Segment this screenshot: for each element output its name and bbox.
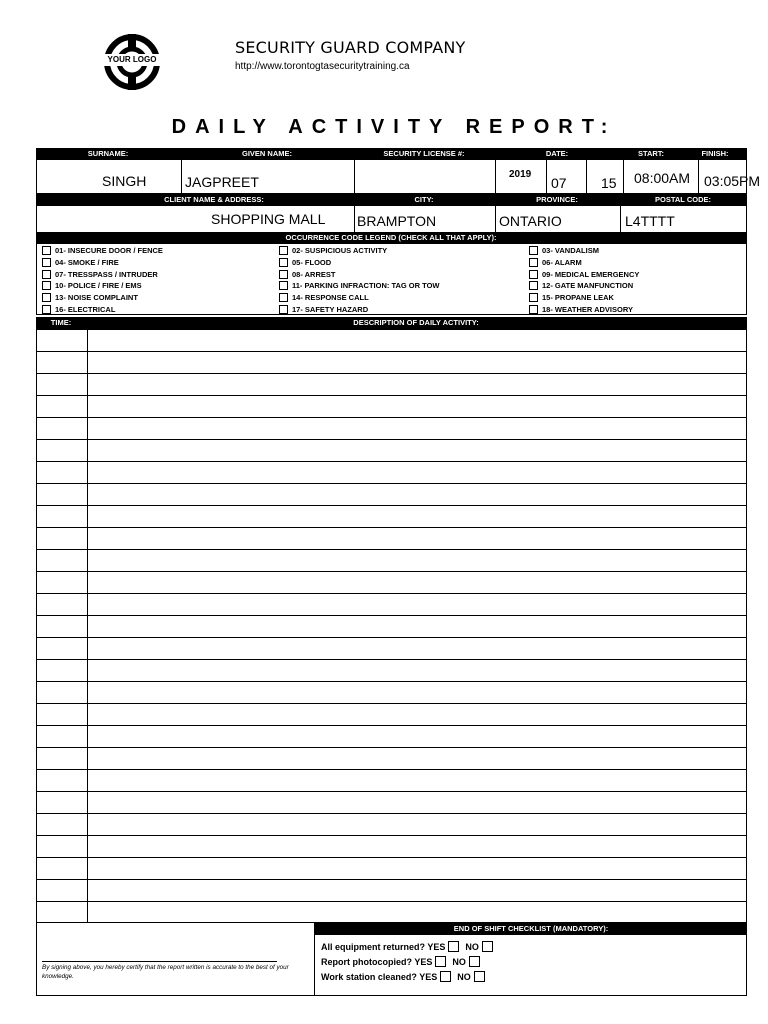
date-month-field[interactable]: 07 xyxy=(551,175,567,191)
activity-time-cell[interactable] xyxy=(37,440,88,461)
signature-and-checklist xyxy=(36,923,747,996)
client-name-field[interactable]: SHOPPING MALL xyxy=(211,211,326,227)
occurrence-code-item[interactable] xyxy=(42,245,163,256)
checklist-no-checkbox[interactable] xyxy=(469,956,480,967)
activity-row[interactable] xyxy=(37,835,746,857)
occurrence-checkbox[interactable] xyxy=(529,258,538,267)
activity-row[interactable] xyxy=(37,615,746,637)
label-client: CLIENT NAME & ADDRESS: xyxy=(164,195,264,204)
occurrence-checkbox[interactable] xyxy=(42,258,51,267)
occurrence-code-item[interactable] xyxy=(529,292,614,303)
activity-time-cell[interactable] xyxy=(37,396,88,417)
activity-time-cell[interactable] xyxy=(37,660,88,681)
date-day-field[interactable]: 15 xyxy=(601,175,617,191)
postal-code-field[interactable]: L4TTTT xyxy=(625,213,675,229)
activity-time-cell[interactable] xyxy=(37,484,88,505)
occurrence-label: 01- INSECURE DOOR / FENCE xyxy=(55,246,163,255)
activity-row[interactable] xyxy=(37,681,746,703)
occurrence-checkbox[interactable] xyxy=(42,246,51,255)
activity-row[interactable] xyxy=(37,395,746,417)
client-info-row xyxy=(36,205,747,233)
checklist-title: END OF SHIFT CHECKLIST (MANDATORY): xyxy=(315,923,747,935)
occurrence-label: 17- SAFETY HAZARD xyxy=(292,305,369,314)
activity-time-cell[interactable] xyxy=(37,374,88,395)
report-title: DAILY ACTIVITY REPORT: xyxy=(171,116,617,138)
occurrence-checkbox[interactable] xyxy=(42,281,51,290)
occurrence-checkbox[interactable] xyxy=(42,305,51,314)
occurrence-code-item[interactable] xyxy=(279,257,331,268)
activity-time-cell[interactable] xyxy=(37,506,88,527)
activity-time-cell[interactable] xyxy=(37,418,88,439)
occurrence-label: 07- TRESSPASS / INTRUDER xyxy=(55,269,158,279)
activity-row[interactable] xyxy=(37,439,746,461)
label-province: PROVINCE: xyxy=(536,195,578,204)
occurrence-label: 12- GATE MANFUNCTION xyxy=(542,281,634,291)
legend-title: OCCURRENCE CODE LEGEND (CHECK ALL THAT APPLY): xyxy=(285,233,497,242)
legend-header-bar xyxy=(36,233,747,243)
activity-time-cell[interactable] xyxy=(37,704,88,725)
occurrence-checkbox[interactable] xyxy=(279,246,288,255)
activity-row[interactable] xyxy=(37,373,746,395)
checklist-item xyxy=(321,941,499,952)
occurrence-checkbox[interactable] xyxy=(42,270,51,279)
activity-time-cell[interactable] xyxy=(37,550,88,571)
activity-row[interactable] xyxy=(37,637,746,659)
occurrence-code-item[interactable] xyxy=(529,245,599,256)
occurrence-checkbox[interactable] xyxy=(529,270,538,279)
activity-time-cell[interactable] xyxy=(37,770,88,791)
activity-row[interactable] xyxy=(37,483,746,505)
label-security-license: SECURITY LICENSE #: xyxy=(383,149,465,158)
certification-text: By signing above, you hereby certify that the report written is accurate to the best of your knowledge. xyxy=(42,964,289,980)
activity-time-cell[interactable] xyxy=(37,858,88,879)
occurrence-code-item[interactable] xyxy=(42,257,119,268)
activity-time-cell[interactable] xyxy=(37,330,88,351)
start-time-field[interactable]: 08:00AM xyxy=(634,170,691,186)
occurrence-checkbox[interactable] xyxy=(279,305,288,314)
activity-row[interactable] xyxy=(37,725,746,747)
checklist-item xyxy=(321,971,491,982)
occurrence-code-item[interactable] xyxy=(279,304,368,315)
activity-row[interactable] xyxy=(37,879,746,901)
occurrence-label: 14- RESPONSE CALL xyxy=(292,293,369,303)
label-postal-code: POSTAL CODE: xyxy=(655,195,711,204)
activity-time-cell[interactable] xyxy=(37,462,88,483)
activity-time-cell[interactable] xyxy=(37,682,88,703)
checklist-no-label: NO xyxy=(465,941,479,952)
activity-time-cell[interactable] xyxy=(37,792,88,813)
activity-time-cell[interactable] xyxy=(37,880,88,901)
checklist-question: Report photocopied? YES xyxy=(321,956,433,967)
activity-header-bar xyxy=(36,317,747,329)
label-start: START: xyxy=(637,149,665,158)
label-given-name: GIVEN NAME: xyxy=(241,149,293,158)
checklist-yes-checkbox[interactable] xyxy=(440,971,451,982)
activity-row[interactable] xyxy=(37,857,746,879)
header-bar-client xyxy=(36,194,747,205)
occurrence-label: 16- ELECTRICAL xyxy=(55,305,116,314)
checklist-yes-checkbox[interactable] xyxy=(448,941,459,952)
activity-row[interactable] xyxy=(37,549,746,571)
occurrence-label: 03- VANDALISM xyxy=(542,246,599,255)
occurrence-code-item[interactable] xyxy=(42,292,138,303)
activity-row[interactable] xyxy=(37,461,746,483)
company-logo xyxy=(104,34,160,90)
occurrence-code-item[interactable] xyxy=(279,269,335,280)
checklist-no-checkbox[interactable] xyxy=(474,971,485,982)
checklist-yes-checkbox[interactable] xyxy=(435,956,446,967)
occurrence-checkbox[interactable] xyxy=(279,281,288,290)
activity-row[interactable] xyxy=(37,329,746,351)
activity-time-cell[interactable] xyxy=(37,572,88,593)
header-bar-personal xyxy=(36,148,747,159)
occurrence-code-item[interactable] xyxy=(529,257,582,268)
occurrence-code-item[interactable] xyxy=(529,304,633,315)
label-finish: FINISH: xyxy=(701,149,729,158)
activity-row[interactable] xyxy=(37,791,746,813)
occurrence-code-item[interactable] xyxy=(42,304,115,315)
activity-row[interactable] xyxy=(37,769,746,791)
label-time: TIME: xyxy=(50,318,72,327)
logo-text: YOUR LOGO xyxy=(104,54,160,66)
occurrence-code-item[interactable] xyxy=(279,292,369,303)
activity-row[interactable] xyxy=(37,527,746,549)
occurrence-code-item[interactable] xyxy=(279,280,440,291)
activity-time-cell[interactable] xyxy=(37,616,88,637)
occurrence-checkbox[interactable] xyxy=(42,293,51,302)
occurrence-label: 09- MEDICAL EMERGENCY xyxy=(542,269,640,279)
occurrence-label: 10- POLICE / FIRE / EMS xyxy=(55,281,142,291)
checklist-question: All equipment returned? YES xyxy=(321,941,446,952)
occurrence-label: 04- SMOKE / FIRE xyxy=(55,257,119,267)
end-of-shift-checklist xyxy=(314,923,747,996)
checklist-no-checkbox[interactable] xyxy=(482,941,493,952)
occurrence-checkbox[interactable] xyxy=(279,293,288,302)
activity-time-cell[interactable] xyxy=(37,902,88,923)
activity-row[interactable] xyxy=(37,703,746,725)
occurrence-label: 06- ALARM xyxy=(542,257,582,267)
activity-row[interactable] xyxy=(37,505,746,527)
label-date: DATE: xyxy=(545,149,569,158)
occurrence-label: 11- PARKING INFRACTION: TAG OR TOW xyxy=(292,281,440,291)
activity-time-cell[interactable] xyxy=(37,726,88,747)
activity-time-cell[interactable] xyxy=(37,528,88,549)
activity-log xyxy=(36,329,747,923)
occurrence-checkbox[interactable] xyxy=(529,305,538,314)
given-name-field[interactable]: JAGPREET xyxy=(185,174,259,190)
activity-row[interactable] xyxy=(37,351,746,373)
province-field[interactable]: ONTARIO xyxy=(499,213,562,229)
activity-row[interactable] xyxy=(37,813,746,835)
company-name: SECURITY GUARD COMPANY xyxy=(235,38,466,57)
label-surname: SURNAME: xyxy=(87,149,129,158)
signature-line[interactable] xyxy=(42,961,277,962)
activity-row[interactable] xyxy=(37,901,746,923)
personal-info-row xyxy=(36,159,761,194)
checklist-question: Work station cleaned? YES xyxy=(321,971,438,982)
label-city: CITY: xyxy=(414,195,434,204)
occurrence-label: 13- NOISE COMPLAINT xyxy=(55,293,138,303)
checklist-item xyxy=(321,956,486,967)
occurrence-checkbox[interactable] xyxy=(529,281,538,290)
activity-time-cell[interactable] xyxy=(37,836,88,857)
occurrence-code-item[interactable] xyxy=(42,280,142,291)
checklist-no-label: NO xyxy=(457,971,471,982)
activity-row[interactable] xyxy=(37,593,746,615)
occurrence-label: 02- SUSPICIOUS ACTIVITY xyxy=(292,246,388,255)
activity-row[interactable] xyxy=(37,747,746,769)
date-year-field[interactable]: 2019 xyxy=(509,169,532,180)
occurrence-code-item[interactable] xyxy=(42,269,158,280)
surname-field[interactable]: SINGH xyxy=(102,173,147,189)
activity-row[interactable] xyxy=(37,417,746,439)
activity-time-cell[interactable] xyxy=(37,638,88,659)
activity-time-cell[interactable] xyxy=(37,594,88,615)
finish-time-field[interactable]: 03:05PM xyxy=(704,173,761,189)
activity-time-cell[interactable] xyxy=(37,748,88,769)
occurrence-label: 18- WEATHER ADVISORY xyxy=(542,305,633,314)
occurrence-code-item[interactable] xyxy=(279,245,387,256)
occurrence-code-item[interactable] xyxy=(529,280,633,291)
occurrence-checkbox[interactable] xyxy=(279,258,288,267)
label-description: DESCRIPTION OF DAILY ACTIVITY: xyxy=(353,318,479,327)
occurrence-checkbox[interactable] xyxy=(529,293,538,302)
activity-time-cell[interactable] xyxy=(37,814,88,835)
occurrence-checkbox[interactable] xyxy=(279,270,288,279)
city-field[interactable]: BRAMPTON xyxy=(357,213,437,229)
checklist-no-label: NO xyxy=(452,956,466,967)
occurrence-label: 05- FLOOD xyxy=(292,257,332,267)
occurrence-code-item[interactable] xyxy=(529,269,639,280)
company-url[interactable]: http://www.torontogtasecuritytraining.ca xyxy=(235,61,410,72)
occurrence-label: 08- ARREST xyxy=(292,269,336,279)
occurrence-label: 15- PROPANE LEAK xyxy=(542,293,614,303)
activity-row[interactable] xyxy=(37,659,746,681)
occurrence-code-legend xyxy=(36,243,747,315)
activity-row[interactable] xyxy=(37,571,746,593)
activity-time-cell[interactable] xyxy=(37,352,88,373)
occurrence-checkbox[interactable] xyxy=(529,246,538,255)
